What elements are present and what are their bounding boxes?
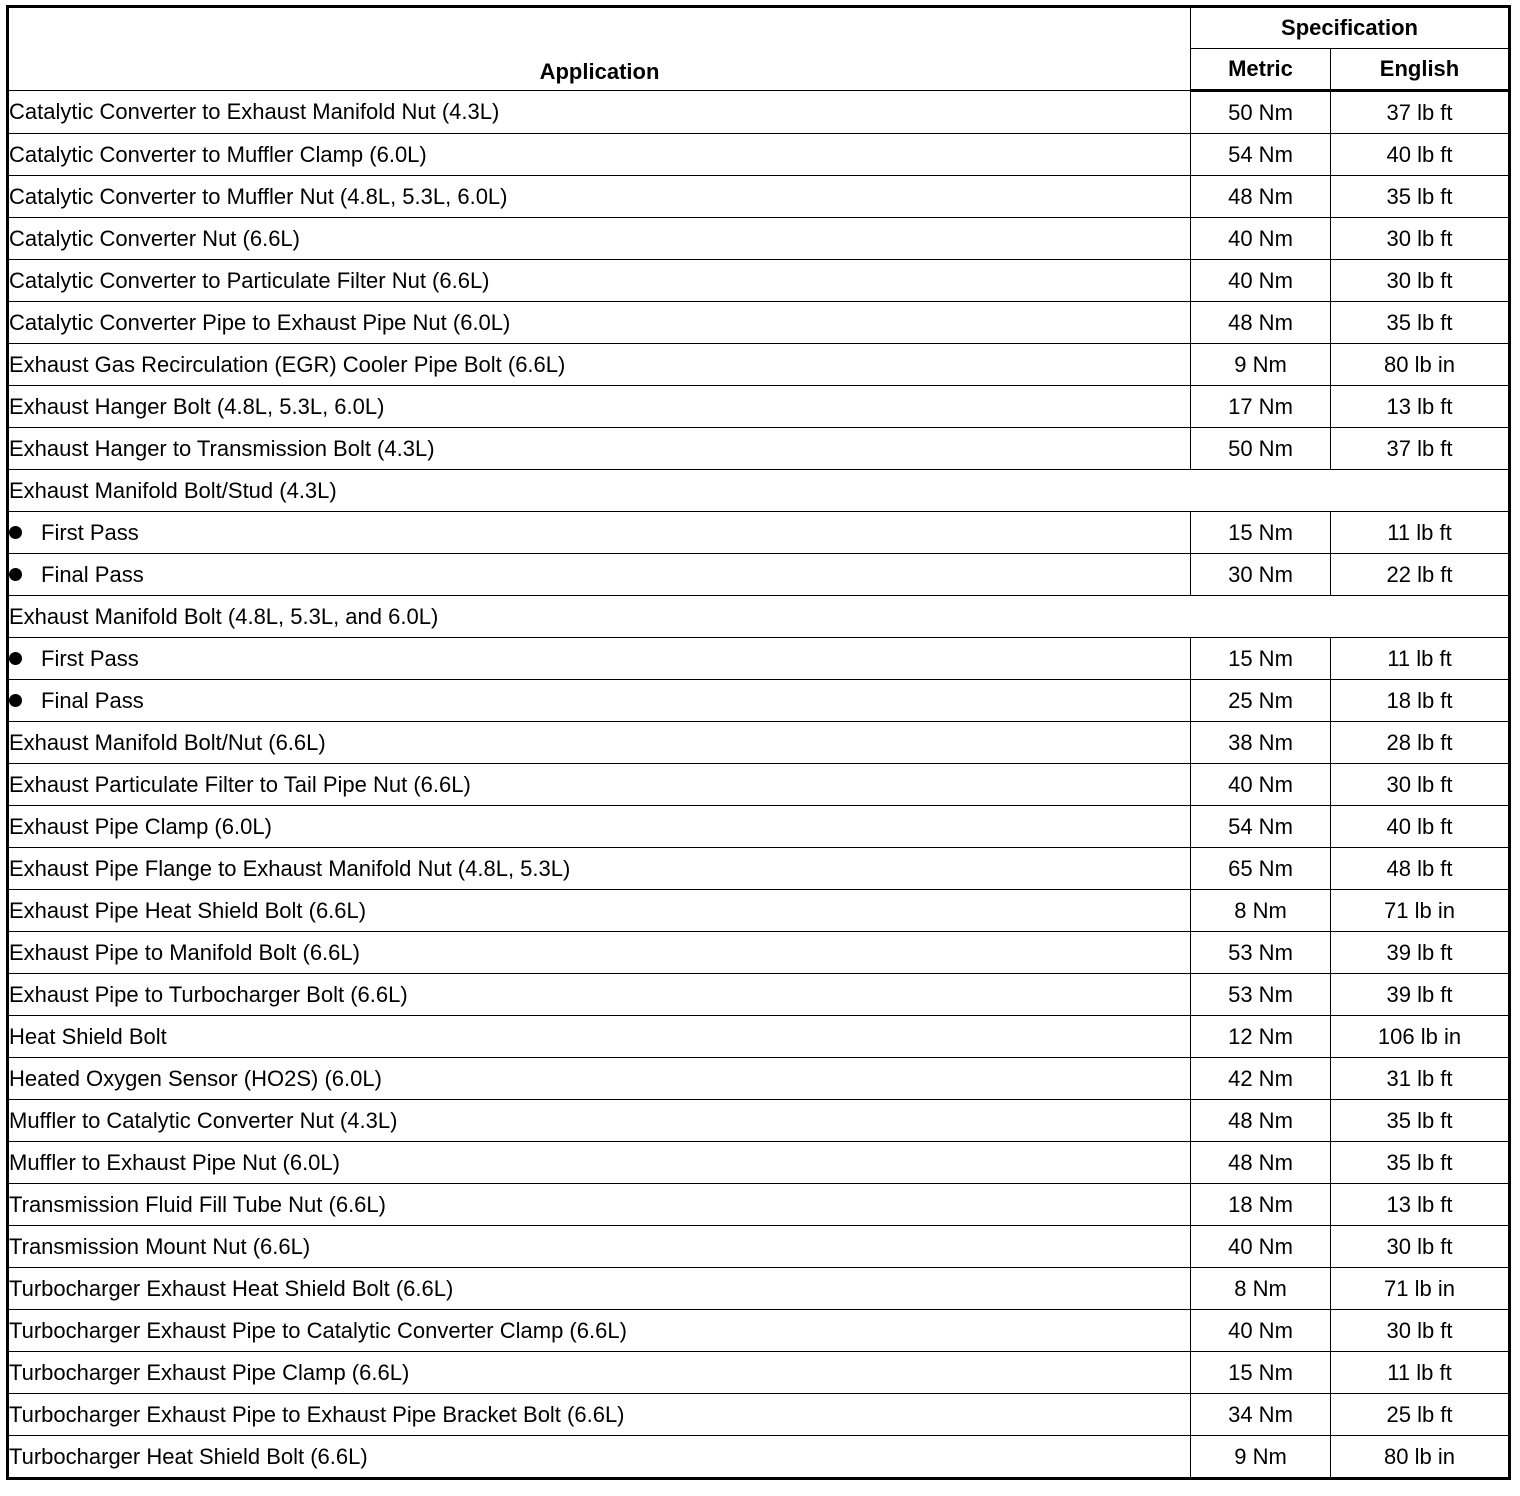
table-body: [8, 91, 1510, 1479]
english-cell: 28 lb ft: [1331, 722, 1510, 764]
table-row: [8, 386, 1510, 428]
application-cell: Turbocharger Exhaust Pipe to Exhaust Pipe Bracket Bolt (6.6L): [8, 1394, 1191, 1436]
bullet-application-cell: [8, 554, 1191, 596]
metric-cell: 9 Nm: [1191, 1436, 1331, 1479]
group-heading-cell: Exhaust Manifold Bolt (4.8L, 5.3L, and 6.0L): [8, 596, 1510, 638]
table-row: [8, 260, 1510, 302]
metric-cell: 40 Nm: [1191, 1226, 1331, 1268]
metric-cell: 54 Nm: [1191, 134, 1331, 176]
table-row: [8, 134, 1510, 176]
bullet-application-cell: [8, 680, 1191, 722]
table-row: [8, 638, 1510, 680]
table-row: [8, 722, 1510, 764]
metric-cell: 12 Nm: [1191, 1016, 1331, 1058]
metric-cell: 15 Nm: [1191, 512, 1331, 554]
table-row: [8, 680, 1510, 722]
english-cell: 40 lb ft: [1331, 806, 1510, 848]
table-row: [8, 932, 1510, 974]
english-cell: 22 lb ft: [1331, 554, 1510, 596]
metric-cell: 54 Nm: [1191, 806, 1331, 848]
application-cell: Turbocharger Exhaust Heat Shield Bolt (6.6L): [8, 1268, 1191, 1310]
application-cell: Turbocharger Exhaust Pipe to Catalytic Converter Clamp (6.6L): [8, 1310, 1191, 1352]
application-cell: Catalytic Converter to Muffler Clamp (6.0L): [8, 134, 1191, 176]
application-cell: Exhaust Pipe to Manifold Bolt (6.6L): [8, 932, 1191, 974]
english-cell: 11 lb ft: [1331, 638, 1510, 680]
table-row: [8, 91, 1510, 134]
metric-cell: 50 Nm: [1191, 91, 1331, 134]
application-cell: Heat Shield Bolt: [8, 1016, 1191, 1058]
table-row: [8, 890, 1510, 932]
table-row: [8, 1100, 1510, 1142]
metric-cell: 48 Nm: [1191, 1142, 1331, 1184]
metric-cell: 9 Nm: [1191, 344, 1331, 386]
table-row: [8, 302, 1510, 344]
metric-cell: 42 Nm: [1191, 1058, 1331, 1100]
metric-cell: 15 Nm: [1191, 638, 1331, 680]
english-cell: 11 lb ft: [1331, 512, 1510, 554]
application-cell: Transmission Fluid Fill Tube Nut (6.6L): [8, 1184, 1191, 1226]
english-cell: 39 lb ft: [1331, 932, 1510, 974]
metric-cell: 25 Nm: [1191, 680, 1331, 722]
table-row: [8, 1184, 1510, 1226]
application-cell: Muffler to Exhaust Pipe Nut (6.0L): [8, 1142, 1191, 1184]
metric-cell: 50 Nm: [1191, 428, 1331, 470]
application-cell: Exhaust Pipe Flange to Exhaust Manifold Nut (4.8L, 5.3L): [8, 848, 1191, 890]
table-row: [8, 1268, 1510, 1310]
english-column-header: English: [1331, 49, 1510, 91]
metric-cell: 18 Nm: [1191, 1184, 1331, 1226]
metric-cell: 48 Nm: [1191, 302, 1331, 344]
metric-cell: 40 Nm: [1191, 218, 1331, 260]
fastener-specification-table: [6, 5, 1511, 1480]
english-cell: 35 lb ft: [1331, 176, 1510, 218]
english-cell: 30 lb ft: [1331, 1310, 1510, 1352]
application-cell: Muffler to Catalytic Converter Nut (4.3L): [8, 1100, 1191, 1142]
english-cell: 11 lb ft: [1331, 1352, 1510, 1394]
english-cell: 39 lb ft: [1331, 974, 1510, 1016]
metric-cell: 53 Nm: [1191, 974, 1331, 1016]
english-cell: 71 lb in: [1331, 890, 1510, 932]
bullet-icon: [9, 652, 22, 665]
english-cell: 30 lb ft: [1331, 260, 1510, 302]
english-cell: 48 lb ft: [1331, 848, 1510, 890]
english-cell: 30 lb ft: [1331, 764, 1510, 806]
bullet-icon: [9, 568, 22, 581]
table-row: [8, 848, 1510, 890]
english-cell: 37 lb ft: [1331, 91, 1510, 134]
table-row: [8, 1016, 1510, 1058]
table-row: [8, 176, 1510, 218]
application-cell: Transmission Mount Nut (6.6L): [8, 1226, 1191, 1268]
english-cell: 30 lb ft: [1331, 218, 1510, 260]
application-cell: Catalytic Converter to Particulate Filter Nut (6.6L): [8, 260, 1191, 302]
table-row: [8, 1394, 1510, 1436]
english-cell: 13 lb ft: [1331, 386, 1510, 428]
metric-cell: 17 Nm: [1191, 386, 1331, 428]
table-row: [8, 806, 1510, 848]
application-cell: Turbocharger Heat Shield Bolt (6.6L): [8, 1436, 1191, 1479]
bullet-icon: [9, 694, 22, 707]
english-cell: 106 lb in: [1331, 1016, 1510, 1058]
english-cell: 25 lb ft: [1331, 1394, 1510, 1436]
english-cell: 40 lb ft: [1331, 134, 1510, 176]
bullet-label: Final Pass: [41, 561, 144, 587]
application-cell: Exhaust Particulate Filter to Tail Pipe Nut (6.6L): [8, 764, 1191, 806]
english-cell: 37 lb ft: [1331, 428, 1510, 470]
english-cell: 30 lb ft: [1331, 1226, 1510, 1268]
application-cell: Exhaust Hanger to Transmission Bolt (4.3L): [8, 428, 1191, 470]
table-row: [8, 1058, 1510, 1100]
table-row: [8, 764, 1510, 806]
application-cell: Catalytic Converter Pipe to Exhaust Pipe Nut (6.0L): [8, 302, 1191, 344]
table-header: [8, 7, 1510, 91]
table-row: [8, 1142, 1510, 1184]
metric-cell: 8 Nm: [1191, 1268, 1331, 1310]
application-cell: Exhaust Pipe Heat Shield Bolt (6.6L): [8, 890, 1191, 932]
application-cell: Catalytic Converter Nut (6.6L): [8, 218, 1191, 260]
english-cell: 35 lb ft: [1331, 302, 1510, 344]
metric-cell: 40 Nm: [1191, 1310, 1331, 1352]
bullet-application-cell: [8, 638, 1191, 680]
table-row: [8, 218, 1510, 260]
application-column-header: Application: [8, 7, 1191, 91]
english-cell: 35 lb ft: [1331, 1142, 1510, 1184]
metric-cell: 15 Nm: [1191, 1352, 1331, 1394]
english-cell: 13 lb ft: [1331, 1184, 1510, 1226]
table-row: [8, 1436, 1510, 1479]
table-row: [8, 512, 1510, 554]
group-heading-row: [8, 596, 1510, 638]
application-cell: Catalytic Converter to Exhaust Manifold Nut (4.3L): [8, 91, 1191, 134]
english-cell: 80 lb in: [1331, 344, 1510, 386]
english-cell: 18 lb ft: [1331, 680, 1510, 722]
application-cell: Exhaust Pipe Clamp (6.0L): [8, 806, 1191, 848]
table-row: [8, 974, 1510, 1016]
metric-cell: 34 Nm: [1191, 1394, 1331, 1436]
metric-cell: 40 Nm: [1191, 260, 1331, 302]
metric-cell: 48 Nm: [1191, 176, 1331, 218]
metric-cell: 40 Nm: [1191, 764, 1331, 806]
table-row: [8, 554, 1510, 596]
bullet-label: First Pass: [41, 645, 139, 671]
bullet-label: First Pass: [41, 519, 139, 545]
bullet-label: Final Pass: [41, 687, 144, 713]
english-cell: 80 lb in: [1331, 1436, 1510, 1479]
bullet-application-cell: [8, 512, 1191, 554]
specification-column-header: Specification: [1191, 7, 1510, 49]
metric-cell: 48 Nm: [1191, 1100, 1331, 1142]
group-heading-cell: Exhaust Manifold Bolt/Stud (4.3L): [8, 470, 1510, 512]
table-row: [8, 1352, 1510, 1394]
table-row: [8, 344, 1510, 386]
english-cell: 35 lb ft: [1331, 1100, 1510, 1142]
metric-cell: 8 Nm: [1191, 890, 1331, 932]
application-cell: Catalytic Converter to Muffler Nut (4.8L, 5.3L, 6.0L): [8, 176, 1191, 218]
application-cell: Exhaust Manifold Bolt/Nut (6.6L): [8, 722, 1191, 764]
english-cell: 31 lb ft: [1331, 1058, 1510, 1100]
table-row: [8, 428, 1510, 470]
metric-cell: 30 Nm: [1191, 554, 1331, 596]
application-cell: Turbocharger Exhaust Pipe Clamp (6.6L): [8, 1352, 1191, 1394]
application-cell: Exhaust Hanger Bolt (4.8L, 5.3L, 6.0L): [8, 386, 1191, 428]
bullet-icon: [9, 526, 22, 539]
group-heading-row: [8, 470, 1510, 512]
application-cell: Heated Oxygen Sensor (HO2S) (6.0L): [8, 1058, 1191, 1100]
metric-cell: 38 Nm: [1191, 722, 1331, 764]
metric-column-header: Metric: [1191, 49, 1331, 91]
application-cell: Exhaust Pipe to Turbocharger Bolt (6.6L): [8, 974, 1191, 1016]
english-cell: 71 lb in: [1331, 1268, 1510, 1310]
metric-cell: 53 Nm: [1191, 932, 1331, 974]
table-row: [8, 1226, 1510, 1268]
application-cell: Exhaust Gas Recirculation (EGR) Cooler Pipe Bolt (6.6L): [8, 344, 1191, 386]
metric-cell: 65 Nm: [1191, 848, 1331, 890]
table-row: [8, 1310, 1510, 1352]
